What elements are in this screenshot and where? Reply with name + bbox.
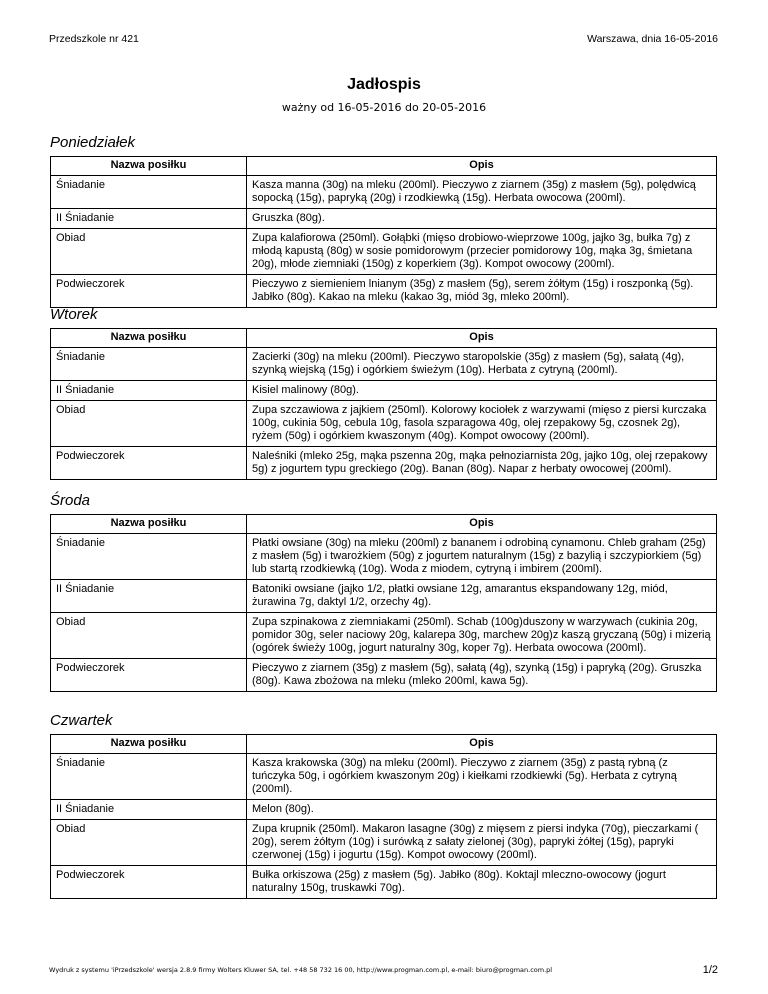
day-heading: Środa [50,492,91,509]
page-number: 1/2 [702,964,718,976]
meal-description: Batoniki owsiane (jajko 1/2, płatki owsiane 12g, amarantus ekspandowany 12g, miód, żurawina 7g, daktyl 1/2, orzechy 4g). [247,580,717,613]
table-header-row [51,329,717,348]
menu-table [50,156,717,308]
column-header-desc: Opis [247,735,717,754]
table-row [51,534,717,580]
meal-description: Zupa krupnik (250ml). Makaron lasagne (30g) z mięsem z piersi indyka (70g), pieczarkami ( 20g), serem żółtym (10g) i surówką z sałaty zielonej (30g), papryki żółtej (15g), papryki czerwonej (15g) i jogurtu (15g). Kompot owocowy (200ml). [247,820,717,866]
table-row [51,659,717,692]
meal-description: Zupa szczawiowa z jajkiem (250ml). Kolorowy kociołek z warzywami (mięso z piersi kurczaka 100g, cukinia 50g, cebula 10g, fasola szparagowa 40g, olej rzepakowy 5g, czosnek 2g), ryżem (50g) i ogórkiem kwaszonym (40g). Kompot owocowy (200ml). [247,401,717,447]
column-header-meal: Nazwa posiłku [51,329,247,348]
column-header-meal: Nazwa posiłku [51,735,247,754]
day-section-tuesday [50,306,717,480]
meal-description: Zupa kalafiorowa (250ml). Gołąbki (mięso drobiowo-wieprzowe 100g, jajko 3g, bułka 7g) z młodą kapustą (80g) w sosie pomidorowym (przecier pomidorowy 10g, mąka 3g, śmietana 20g), młode ziemniaki (150g) z koperkiem (3g). Kompot owocowy (200ml). [247,229,717,275]
meal-description: Naleśniki (mleko 25g, mąka pszenna 20g, mąka pełnoziarnista 20g, jajko 10g, olej rzepakowy 5g) z jogurtem typu greckiego (20g). Banan (80g). Napar z herbaty owocowej (200ml). [247,447,717,480]
document-title: Jadłospis [347,76,421,93]
school-name: Przedszkole nr 421 [49,33,139,45]
meal-name: Obiad [51,820,247,866]
column-header-desc: Opis [247,515,717,534]
meal-description: Melon (80g). [247,800,717,820]
day-heading: Wtorek [50,306,98,323]
table-header-row [51,515,717,534]
meal-name: Podwieczorek [51,659,247,692]
meal-name: Śniadanie [51,176,247,209]
day-section-wednesday [50,492,717,692]
menu-table [50,514,717,692]
table-row [51,229,717,275]
column-header-meal: Nazwa posiłku [51,157,247,176]
table-header-row [51,735,717,754]
day-heading: Czwartek [50,712,113,729]
column-header-meal: Nazwa posiłku [51,515,247,534]
day-section-monday [50,134,717,308]
table-row [51,866,717,899]
table-row [51,209,717,229]
meal-description: Kasza manna (30g) na mleku (200ml). Pieczywo z ziarnem (35g) z masłem (5g), polędwicą sopocką (15g), papryką (20g) i rzodkiewką (15g). Herbata owocowa (200ml). [247,176,717,209]
meal-name: Podwieczorek [51,447,247,480]
table-row [51,381,717,401]
meal-description: Zupa szpinakowa z ziemniakami (250ml). Schab (100g)duszony w warzywach (cukinia 20g, pomidor 30g, seler naciowy 20g, kalarepa 30g, marchew 20g)z kaszą gryczaną (50g) i mizerią (ogórek świeży 100g, jogurt naturalny 30g, koper 7g). Herbata owocowa (200ml). [247,613,717,659]
table-row [51,613,717,659]
table-row [51,820,717,866]
table-row [51,275,717,308]
meal-description: Płatki owsiane (30g) na mleku (200ml) z bananem i odrobiną cynamonu. Chleb graham (25g) z masłem (5g) i twarożkiem (50g) z jogurtem naturalnym (15g) z bazylią i szczypiorkiem (5g) lub startą rzodkiewką (10g). Woda z miodem, cytryną i imbirem (200ml). [247,534,717,580]
meal-description: Gruszka (80g). [247,209,717,229]
city-date: Warszawa, dnia 16-05-2016 [587,33,718,45]
table-header-row [51,157,717,176]
table-row [51,447,717,480]
table-row [51,754,717,800]
meal-name: Obiad [51,613,247,659]
meal-name: Śniadanie [51,348,247,381]
page-footer [49,964,718,978]
meal-name: Śniadanie [51,534,247,580]
column-header-desc: Opis [247,329,717,348]
meal-name: Obiad [51,401,247,447]
day-section-thursday [50,712,717,899]
table-row [51,401,717,447]
menu-table [50,328,717,480]
meal-description: Pieczywo z siemieniem lnianym (35g) z masłem (5g), serem żółtym (15g) i roszponką (5g). Jabłko (80g). Kakao na mleku (kakao 3g, miód 3g, mleko 200ml). [247,275,717,308]
day-heading: Poniedziałek [50,134,136,151]
footer-text: Wydruk z systemu 'iPrzedszkole' wersja 2.8.9 firmy Wolters Kluwer SA, tel. +48 58 732 16 00, http://www.progman.com.pl, e-mail: biuro@progman.com.pl [49,966,553,974]
meal-description: Zacierki (30g) na mleku (200ml). Pieczywo staropolskie (35g) z masłem (5g), sałatą (4g), szynką wiejską (15g) i ogórkiem świeżym (10g). Herbata z cytryną (200ml). [247,348,717,381]
meal-name: II Śniadanie [51,580,247,613]
column-header-desc: Opis [247,157,717,176]
meal-name: II Śniadanie [51,209,247,229]
meal-description: Bułka orkiszowa (25g) z masłem (5g). Jabłko (80g). Koktajl mleczno-owocowy (jogurt naturalny 150g, truskawki 70g). [247,866,717,899]
meal-name: Podwieczorek [51,275,247,308]
meal-name: II Śniadanie [51,800,247,820]
meal-name: Obiad [51,229,247,275]
table-row [51,176,717,209]
table-row [51,348,717,381]
page-header [49,33,718,47]
table-row [51,580,717,613]
validity-period: ważny od 16-05-2016 do 20-05-2016 [281,101,487,114]
meal-name: II Śniadanie [51,381,247,401]
meal-name: Śniadanie [51,754,247,800]
menu-table [50,734,717,899]
meal-description: Kasza krakowska (30g) na mleku (200ml). Pieczywo z ziarnem (35g) z pastą rybną (z tuńczyka 50g, i ogórkiem kwaszonym 20g) i kiełkami rzodkiewki (5g). Herbata z cytryną (200ml). [247,754,717,800]
meal-description: Kisiel malinowy (80g). [247,381,717,401]
meal-description: Pieczywo z ziarnem (35g) z masłem (5g), sałatą (4g), szynką (15g) i papryką (20g). Gruszka (80g). Kawa zbożowa na mleku (mleko 200ml, kawa 5g). [247,659,717,692]
meal-name: Podwieczorek [51,866,247,899]
table-row [51,800,717,820]
